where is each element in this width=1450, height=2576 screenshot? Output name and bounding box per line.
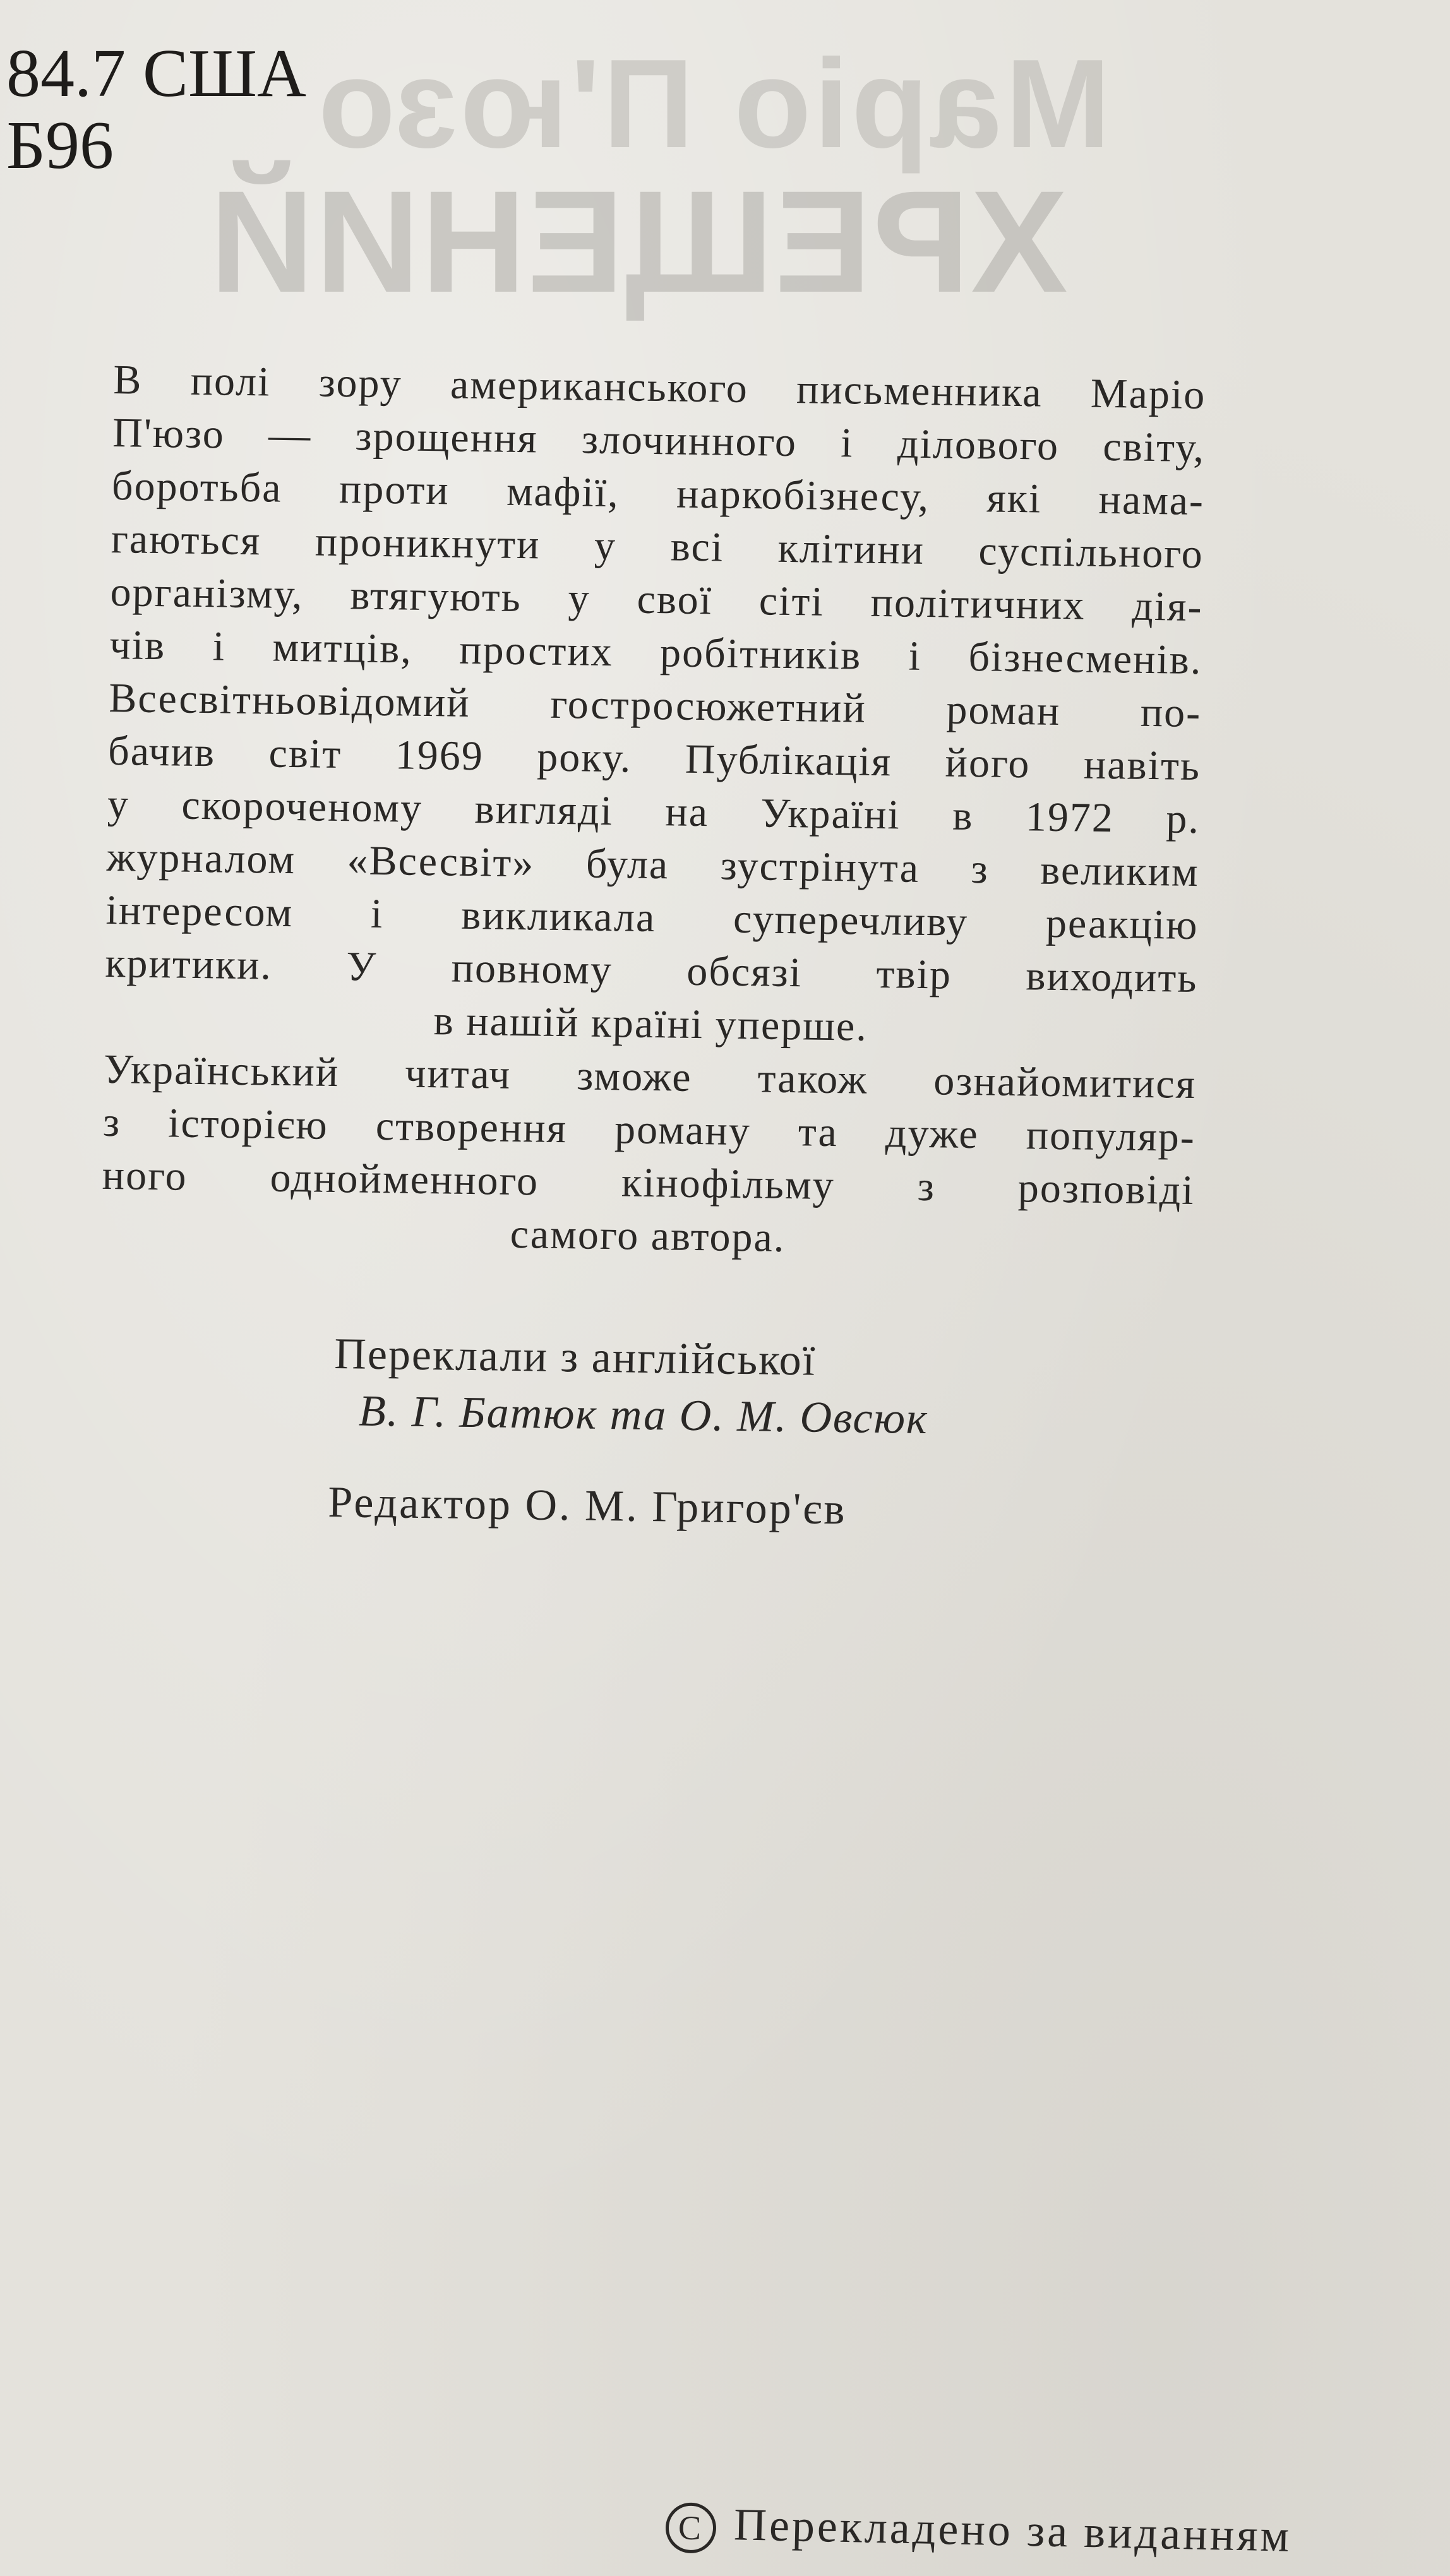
editor-credit: Редактор О. М. Григор'єв	[327, 1478, 847, 1534]
library-classification	[6, 38, 306, 182]
translated-from: Переклали з англійської	[333, 1329, 817, 1385]
classification-index: 84.7 США	[6, 36, 306, 111]
annotation-line: організму, втягують у свої сіті політичних дія-	[110, 568, 1204, 631]
reverse-side-title-bleed: ХРЕЩЕНИЙ	[208, 160, 1068, 323]
annotation-line: самого автора.	[510, 1210, 786, 1261]
annotation-paragraph	[101, 354, 1206, 1270]
copyright-notice	[665, 2497, 1292, 2566]
annotation-line: Український читач зможе також ознайомитися	[103, 1046, 1197, 1108]
copyright-text: Перекладено за виданням	[733, 2499, 1292, 2561]
annotation-line: чів і митців, простих робітників і бізнесменів.	[109, 621, 1202, 684]
annotation-line: боротьба проти мафії, наркобізнесу, які нама-	[111, 462, 1205, 525]
annotation-line: критики. У повному обсязі твір виходить	[105, 939, 1198, 1002]
annotation-line: ного однойменного кінофільму з розповіді	[102, 1152, 1195, 1214]
translation-credits	[333, 1326, 929, 1448]
annotation-line: журналом «Всесвіт» була зустрінута з великим	[106, 833, 1200, 896]
annotation-line: інтересом і викликала суперечливу реакцію	[105, 886, 1199, 949]
annotation-line: з історією створення роману та дуже популяр-	[102, 1099, 1196, 1161]
annotation-line: у скороченому вигляді на Україні в 1972 р.	[107, 780, 1201, 843]
annotation-line: П'юзо — зрощення злочинного і ділового світу,	[112, 409, 1206, 472]
annotation-line: Всесвітньовідомий гостросюжетний роман по-	[108, 674, 1202, 737]
annotation-line: бачив світ 1969 року. Публікація його навіть	[107, 727, 1201, 790]
translators-names: В. Г. Батюк та О. М. Овсюк	[358, 1386, 929, 1444]
author-mark: Б96	[6, 108, 114, 183]
annotation-line: гаються проникнути у всі клітини суспільного	[111, 515, 1204, 578]
annotation-line: в нашій країні уперше.	[433, 998, 868, 1050]
annotation-line: В полі зору американського письменника Маріо	[112, 356, 1206, 419]
reverse-side-author-bleed: Маріо П'юзо	[316, 33, 1111, 174]
copyright-icon: C	[665, 2502, 717, 2554]
